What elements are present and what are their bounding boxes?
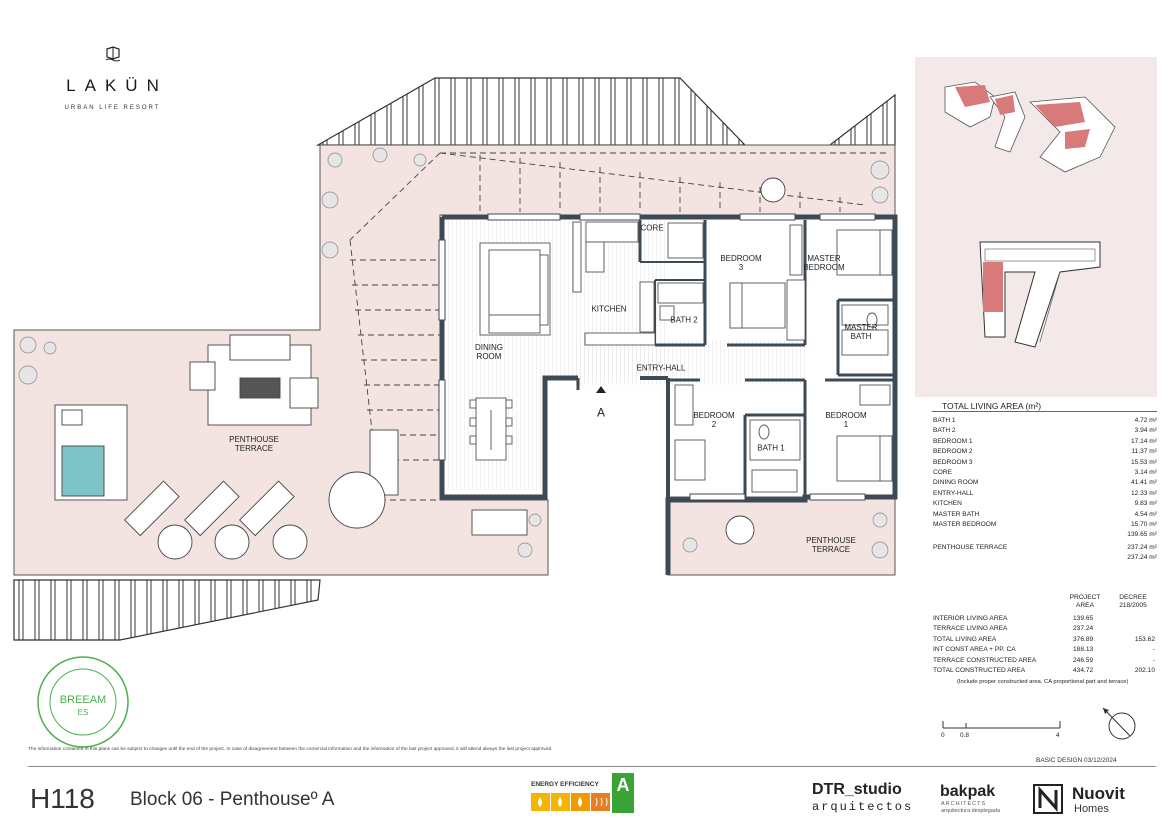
area-row <box>933 510 1157 520</box>
room-label-core: CORE <box>640 223 664 233</box>
firm-dtr-sub: arquitectos <box>812 800 914 814</box>
area-row-value: 15.53 m² <box>1130 458 1157 466</box>
firm-dtr: DTR_studio <box>812 781 902 798</box>
firm-nuovit-sub: Homes <box>1074 803 1109 815</box>
nuovit-logo-icon <box>1033 784 1063 814</box>
area-row-label: MASTER BATH <box>933 510 980 518</box>
interior-subtotal: 139.65 m² <box>1127 531 1157 539</box>
area-row <box>933 447 1157 457</box>
summary-note: (Include proper constructed area, CA proportional part and terrace) <box>957 679 1129 686</box>
firm-bakpak-sub2: arquitectura desplegada <box>941 808 1001 814</box>
master-bath-line2: BATH <box>850 332 872 341</box>
summary-col1-header: PROJECT AREA <box>1069 594 1101 609</box>
room-label-master-bedroom <box>803 254 844 272</box>
summary-decree <box>1117 624 1157 634</box>
room-label-dining <box>475 343 503 361</box>
area-row-label: BEDROOM 2 <box>933 448 973 456</box>
room-label-kitchen: KITCHEN <box>591 304 627 314</box>
section-label-a: A <box>596 405 606 420</box>
north-arrow-icon <box>1100 706 1140 746</box>
area-row <box>933 489 1157 499</box>
unit-block: Block 06 - Penthouseº A <box>130 789 335 810</box>
summary-row <box>933 614 1157 624</box>
scale-mid: 0.8 <box>960 732 970 739</box>
area-row-label: MASTER BEDROOM <box>933 521 997 529</box>
summary-project: 237.24 <box>1073 625 1094 633</box>
summary-label: TOTAL CONSTRUCTED AREA <box>933 667 1026 675</box>
scale-end: 4 <box>1056 732 1060 739</box>
scale-zero: 0 <box>941 732 945 739</box>
summary-col2-header: DECREE 218/2005 <box>1119 594 1147 609</box>
terrace-label: PENTHOUSE TERRACE <box>933 543 1008 551</box>
terrace-subtotal: 237.24 m² <box>1127 554 1157 562</box>
area-row-value: 4.54 m² <box>1134 510 1157 518</box>
disclaimer: The information contained in this plans can be subject to changes until the end of the project. In case of disagreement between the comercial information and the information of the last project approved, it will attend always the last project approved. <box>28 747 553 752</box>
unit-code: H118 <box>30 783 95 814</box>
area-row-value: 3.14 m² <box>1134 469 1157 477</box>
area-row-value: 4.72 m² <box>1134 417 1157 424</box>
bedroom2-line2: 2 <box>711 420 717 429</box>
bedroom1-line2: 1 <box>843 420 849 429</box>
pergola-roof-top <box>318 78 895 145</box>
area-row <box>933 426 1157 436</box>
room-label-terrace-west <box>229 435 279 453</box>
basic-design-date: BASIC DESIGN 03/12/2024 <box>1036 757 1117 764</box>
summary-decree: - <box>1152 656 1155 664</box>
area-row-value: 41.41 m² <box>1130 479 1157 487</box>
terrace-value: 237.24 m² <box>1127 543 1157 551</box>
area-row <box>933 468 1157 478</box>
site-plan <box>980 242 1100 347</box>
summary-label: TERRACE CONSTRUCTED AREA <box>933 656 1037 664</box>
summary-table <box>933 594 1157 688</box>
summary-row <box>933 635 1157 645</box>
room-label-terrace-east <box>806 536 856 554</box>
pergola-roof-bottom <box>14 580 320 640</box>
brand-tagline: URBAN LIFE RESORT <box>64 105 161 111</box>
room-label-bedroom1 <box>825 411 866 429</box>
area-row-value: 17.14 m² <box>1130 437 1157 445</box>
area-subtotal-row <box>933 530 1157 540</box>
summary-row <box>933 624 1157 634</box>
area-row <box>933 520 1157 530</box>
energy-label: ENERGY EFFICIENCY <box>531 781 599 788</box>
room-label-bath2: BATH 2 <box>670 315 698 325</box>
summary-decree <box>1117 614 1157 624</box>
summary-decree: 153.62 <box>1134 635 1155 643</box>
area-row <box>933 416 1157 426</box>
dining-line2: ROOM <box>476 352 502 361</box>
area-row-value: 11.37 m² <box>1131 448 1157 456</box>
key-plan-drawing <box>915 57 1157 397</box>
summary-header <box>933 594 1157 610</box>
bedroom1-line1: BEDROOM <box>825 411 867 420</box>
master-bedroom-line1: MASTER <box>807 254 841 263</box>
area-row <box>933 458 1157 468</box>
energy-icons <box>531 793 611 813</box>
summary-decree: 202.10 <box>1134 667 1155 675</box>
area-row-label: BEDROOM 1 <box>933 437 973 445</box>
area-table <box>933 416 1157 564</box>
room-label-bath1: BATH 1 <box>757 443 785 453</box>
summary-label: TOTAL LIVING AREA <box>933 635 997 643</box>
room-label-bedroom3 <box>720 254 761 272</box>
room-label-bedroom2 <box>693 411 734 429</box>
aerial-view <box>945 82 1115 172</box>
summary-project: 246.59 <box>1073 656 1094 664</box>
bedroom2-line1: BEDROOM <box>693 411 735 420</box>
terrace-west-line1: PENTHOUSE <box>229 435 279 444</box>
footer-rule <box>28 766 1156 767</box>
area-row-label: CORE <box>933 469 953 477</box>
summary-label: INTERIOR LIVING AREA <box>933 615 1008 622</box>
area-row-value: 15.70 m² <box>1130 521 1157 529</box>
brand-name: LAKÜN <box>66 76 168 95</box>
summary-row <box>933 645 1157 655</box>
energy-grade: A <box>612 773 634 813</box>
summary-project: 139.65 <box>1073 615 1094 622</box>
room-label-entry-hall: ENTRY-HALL <box>636 363 686 373</box>
area-row-label: ENTRY-HALL <box>933 489 974 497</box>
area-table-rule <box>932 411 1157 412</box>
breeam-name: BREEAM <box>59 694 107 706</box>
terrace-east-line1: PENTHOUSE <box>806 536 856 545</box>
area-row-label: KITCHEN <box>933 500 962 508</box>
summary-row <box>933 666 1157 676</box>
summary-decree: - <box>1152 646 1155 654</box>
bedroom3-line2: 3 <box>738 263 744 272</box>
room-label-master-bath <box>844 323 877 341</box>
area-table-title: TOTAL LIVING AREA (m²) <box>942 401 1042 411</box>
summary-project: 188.13 <box>1073 646 1094 654</box>
energy-efficiency-badge <box>528 771 638 816</box>
terrace-east-line2: TERRACE <box>811 545 851 554</box>
area-row-label: BATH 1 <box>933 417 956 424</box>
area-row-label: BEDROOM 3 <box>933 458 973 466</box>
scale-bar-drawing <box>938 718 1068 732</box>
firm-bakpak-sub: ARCHITECTS <box>941 801 987 807</box>
master-bedroom-line2: BEDROOM <box>803 263 845 272</box>
breeam-badge-icon <box>36 655 130 749</box>
area-row <box>933 499 1157 509</box>
key-plan-panel <box>915 57 1157 397</box>
area-terrace-row <box>933 543 1157 553</box>
bedroom3-line1: BEDROOM <box>720 254 762 263</box>
master-bath-line1: MASTER <box>844 323 878 332</box>
scale-bar <box>938 718 1068 742</box>
area-row-label: BATH 2 <box>933 427 956 435</box>
firm-nuovit: Nuovit <box>1072 784 1125 803</box>
area-row-value: 3.94 m² <box>1134 427 1157 435</box>
area-row <box>933 478 1157 488</box>
summary-project: 376.89 <box>1073 635 1094 643</box>
terrace-west-line2: TERRACE <box>234 444 274 453</box>
breeam-country: ES <box>77 708 89 717</box>
summary-project: 434.72 <box>1073 667 1094 675</box>
summary-label: INT CONST AREA + PP. CA <box>933 646 1016 654</box>
area-terrace-subtotal-row <box>933 553 1157 563</box>
dining-line1: DINING <box>475 343 503 352</box>
area-row-value: 12.33 m² <box>1130 489 1157 497</box>
area-row-value: 9.83 m² <box>1134 500 1157 508</box>
area-row-label: DINING ROOM <box>933 479 979 487</box>
summary-label: TERRACE LIVING AREA <box>933 625 1008 633</box>
area-row <box>933 437 1157 447</box>
summary-row <box>933 656 1157 666</box>
firm-bakpak: bakpak <box>940 783 996 800</box>
